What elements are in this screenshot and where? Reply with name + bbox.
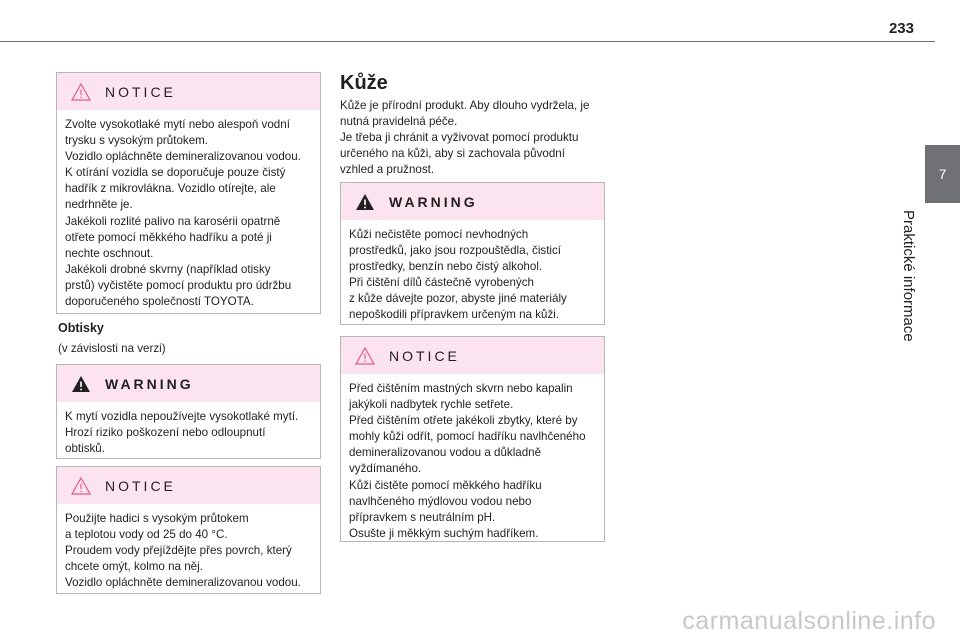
notice-triangle-icon [71, 83, 91, 101]
watermark: carmanualsonline.info [682, 607, 936, 635]
section-heading-obtisky: Obtisky [58, 321, 104, 335]
notice-box-hose [56, 466, 321, 594]
notice-text: Před čištěním mastných skvrn nebo kapalin jakýkoli nadbytek rychle setřete. Před čištěním otřete jakékoli zbytky, které by mohly kůži odřít, pomocí hadříku navlhčeného demineralizovanou vodou a důkladně vyždímaného. Kůži čistěte pomocí měkkého hadříku navlhčeného mýdlovou vodou nebo přípravkem s neutrálním pH. Osušte ji měkkým suchým hadříkem. [349, 382, 586, 540]
notice-triangle-icon [71, 477, 91, 495]
warning-box-decals [56, 364, 321, 459]
chapter-tab[interactable] [925, 145, 960, 203]
header-rule [0, 41, 935, 42]
warning-label: WARNING [105, 375, 194, 392]
notice-header [341, 337, 604, 374]
warning-box-leather [340, 182, 605, 325]
chapter-number: 7 [938, 166, 947, 182]
warning-text: K mytí vozidla nepoužívejte vysokotlaké mytí. Hrozí riziko poškození nebo odloupnutí obtisků. [65, 410, 299, 456]
chapter-title: Praktické informace [900, 210, 917, 342]
warning-header [57, 365, 320, 402]
notice-label: NOTICE [105, 83, 176, 100]
page-number: 233 [888, 20, 914, 37]
section-intro-kuze: Kůže je přírodní produkt. Aby dlouho vydržela, je nutná pravidelná péče. Je třeba ji chránit a vyživovat pomocí produktu určeného na kůži, aby si zachovala původní vzhled a pružnost. [340, 99, 590, 177]
notice-box-leather [340, 336, 605, 542]
notice-text: Zvolte vysokotlaké mytí nebo alespoň vodní trysku s vysokým průtokem. Vozidlo opláchněte demineralizovanou vodou. K otírání vozidla se doporučuje pouze čistý hadřík z mikrovlákna. Vozidlo otírejte, ale nedrhněte je. Jakékoli rozlité palivo na karosérii opatrně otřete pomocí měkkého hadříku a poté ji nechte oschnout. Jakékoli drobné skvrny (například otisky prstů) vyčistěte pomocí produktu pro údržbu doporučeného společností TOYOTA. [65, 118, 301, 309]
warning-header [341, 183, 604, 220]
notice-label: NOTICE [389, 347, 460, 364]
warning-triangle-icon [355, 193, 375, 211]
notice-header [57, 73, 320, 110]
section-subtitle-obtisky: (v závislosti na verzi) [58, 342, 166, 355]
notice-label: NOTICE [105, 477, 176, 494]
section-heading-kuze: Kůže [340, 72, 388, 94]
warning-triangle-icon [71, 375, 91, 393]
notice-box-cleaning [56, 72, 321, 314]
warning-label: WARNING [389, 193, 478, 210]
notice-header [57, 467, 320, 504]
notice-text: Použijte hadici s vysokým průtokem a teplotou vody od 25 do 40 °C. Proudem vody přejíždějte přes povrch, který chcete omýt, kolmo na něj. Vozidlo opláchněte demineralizovanou vodou. [65, 512, 301, 590]
notice-triangle-icon [355, 347, 375, 365]
warning-text: Kůži nečistěte pomocí nevhodných prostředků, jako jsou rozpouštědla, čisticí prostředky, benzín nebo čistý alkohol. Při čištění dílů částečně vyrobených z kůže dávejte pozor, abyste jiné materiály nepoškodili přípravkem určeným na kůži. [349, 228, 567, 322]
